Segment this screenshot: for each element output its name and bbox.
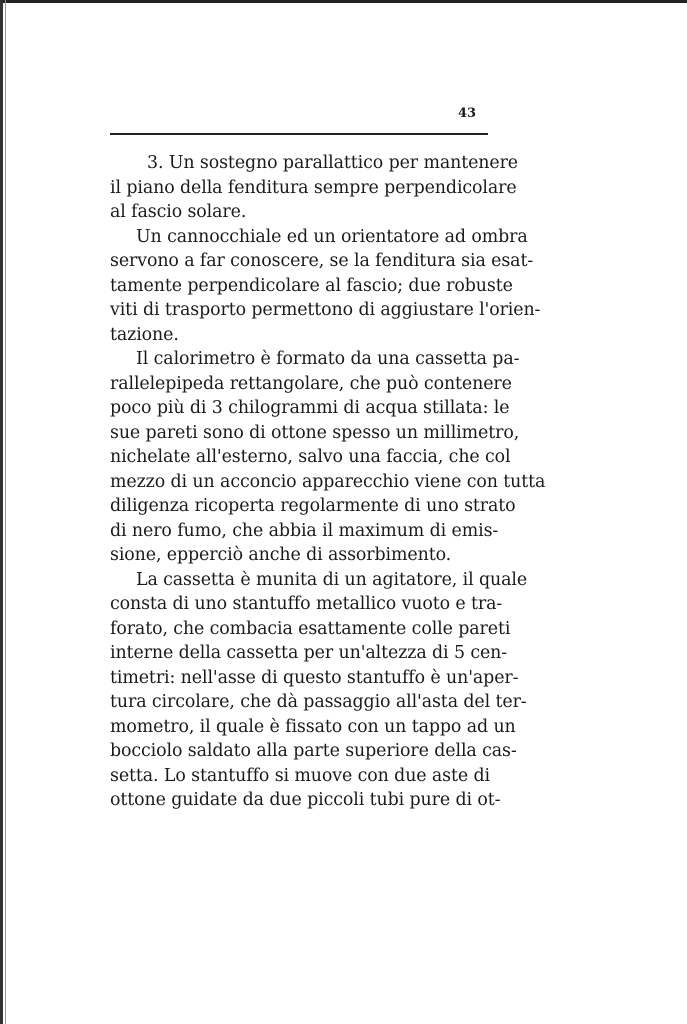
- text-line: interne della cassetta per un'altezza di 5 cen-: [110, 643, 508, 663]
- scan-left-edge-shadow: [5, 0, 6, 1024]
- text-line: forato, che combacia esattamente colle pareti: [110, 618, 511, 639]
- text-line: timetri: nell'asse di questo stantuffo è un'aper-: [110, 667, 519, 688]
- text-line: ottone guidate da due piccoli tubi pure di ot-: [110, 790, 501, 810]
- text-line: mezzo di un acconcio apparecchio viene con tutta: [110, 471, 546, 492]
- text-line: poco più di 3 chilogrammi di acqua stillata: le: [110, 398, 510, 418]
- scan-top-edge: [0, 0, 687, 3]
- text-line: Un cannocchiale ed un orientatore ad ombra: [136, 226, 528, 247]
- text-line: 3. Un sostegno parallattico per mantenere: [147, 153, 518, 173]
- text-line: setta. Lo stantuffo si muove con due aste di: [110, 765, 491, 786]
- text-line: il piano della fenditura sempre perpendicolare: [110, 177, 517, 198]
- body-text: [110, 151, 546, 813]
- text-line: sue pareti sono di ottone spesso un millimetro,: [110, 422, 520, 443]
- text-line: rallelepipeda rettangolare, che può contenere: [110, 373, 512, 394]
- scan-left-edge: [0, 0, 3, 1024]
- text-line: nichelate all'esterno, salvo una faccia, che col: [110, 447, 511, 467]
- text-line: al fascio solare.: [110, 202, 247, 222]
- text-line: di nero fumo, che abbia il maximum di emis-: [110, 520, 499, 541]
- text-line: tazione.: [110, 324, 179, 345]
- page-number: 43: [458, 106, 477, 121]
- text-line: diligenza ricoperta regolarmente di uno strato: [110, 496, 516, 516]
- text-line: Il calorimetro è formato da una cassetta pa-: [136, 349, 520, 369]
- header-rule: [110, 133, 488, 135]
- text-line: bocciolo saldato alla parte superiore della cas-: [110, 741, 517, 761]
- text-line: La cassetta è munita di un agitatore, il quale: [136, 569, 528, 590]
- text-line: consta di uno stantuffo metallico vuoto e tra-: [110, 594, 503, 614]
- text-line: viti di trasporto permettono di aggiustare l'orien-: [110, 300, 541, 320]
- text-line: tamente perpendicolare al fascio; due robuste: [110, 275, 513, 296]
- text-line: tura circolare, che dà passaggio all'asta del ter-: [110, 692, 527, 712]
- text-line: servono a far conoscere, se la fenditura sia esat-: [110, 251, 534, 271]
- text-line: sione, epperciò anche di assorbimento.: [110, 545, 452, 565]
- text-line: mometro, il quale è fissato con un tappo ad un: [110, 716, 516, 737]
